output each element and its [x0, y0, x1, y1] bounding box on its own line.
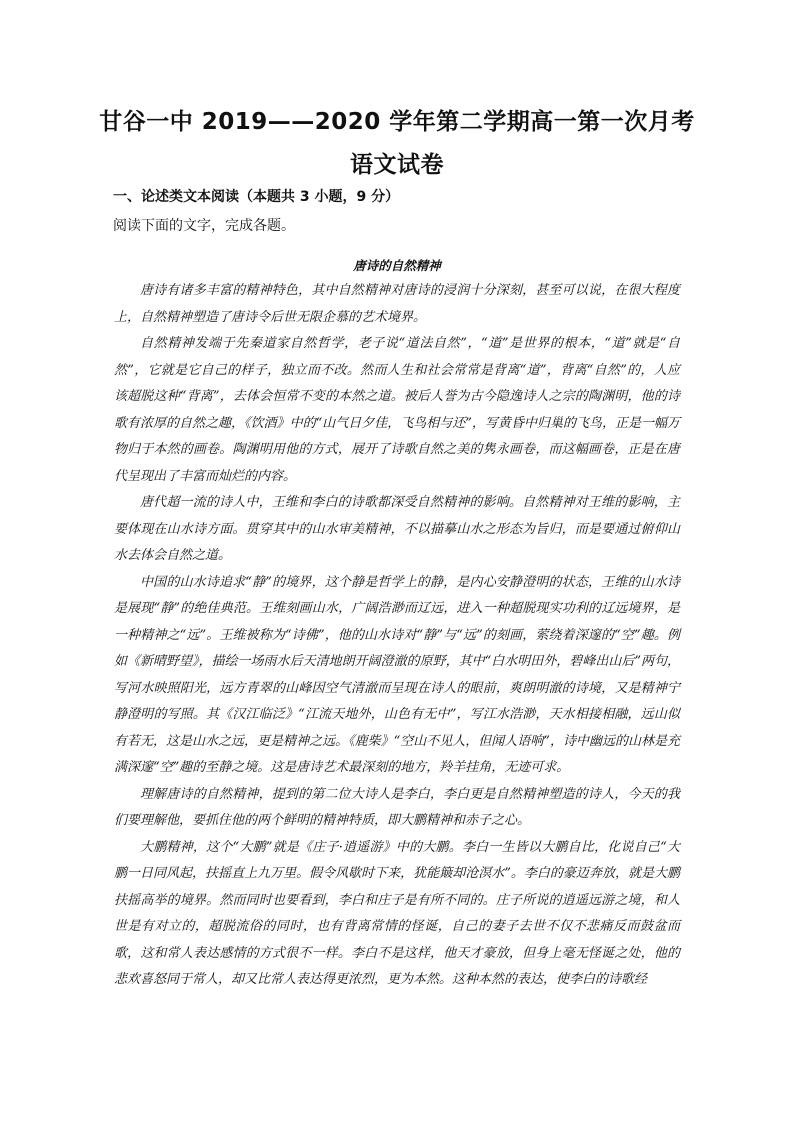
section-instruction: 阅读下面的文字，完成各题。 [113, 218, 295, 234]
article-body [114, 278, 680, 994]
article-paragraph-6: 大鹏精神，这个“大鹏”就是《庄子·逍遥游》中的大鹏。李白一生皆以大鹏自比，化说自己“大鹏一日同风起，扶摇直上九万里。假令风歇时下来，犹能簸却沧溟水”。李白的豪迈奔放，就是大鹏扶摇高举的境界。然而同时也要看到，李白和庄子是有所不同的。庄子所说的逍遥远游之境，和人世是有对立的，超脱流俗的同时，也有背离常情的怪诞，自己的妻子去世不仅不悲痛反而鼓盆而歌，这和常人表达感情的方式很不一样。李白不是这样，他天才豪放，但身上毫无怪诞之处，他的悲欢喜怒同于常人，却又比常人表达得更浓烈，更为本然。这种本然的表达，使李白的诗歌经 [114, 839, 680, 987]
article-paragraph-4: 中国的山水诗追求“静”的境界，这个静是哲学上的静，是内心安静澄明的状态，王维的山水诗是展现“静”的绝佳典范。王维刻画山水，广阔浩渺而辽远，进入一种超脱现实功利的辽远境界，是一种精神之“远”。王维被称为“诗佛”，他的山水诗对“静”与“远”的刻画，萦绕着深邃的“空”趣。例如《新晴野望》，描绘一场雨水后天清地朗开阔澄澈的原野，其中“白水明田外，碧峰出山后”两句，写河水映照阳光，远方青翠的山峰因空气清澈而呈现在诗人的眼前，爽朗明澈的诗境，又是精神宁静澄明的写照。其《汉江临泛》“江流天地外，山色有无中”，写江水浩渺，天水相接相融，远山似有若无，这是山水之远，更是精神之远。《鹿柴》“空山不见人，但闻人语响”，诗中幽远的山林是充满深邃“空”趣的至静之境。这是唐诗艺术最深刻的地方，羚羊挂角，无迹可求。 [114, 574, 680, 775]
article-paragraph-5: 理解唐诗的自然精神，提到的第二位大诗人是李白，李白更是自然精神塑造的诗人，今天的我们要理解他，要抓住他的两个鲜明的精神特质，即大鹏精神和赤子之心。 [114, 786, 680, 828]
article-paragraph-2: 自然精神发端于先秦道家自然哲学，老子说“道法自然”，“道”是世界的根本，“道”就是“自然”，它就是它自己的样子，独立而不改。然而人生和社会常常是背离“道”，背离“自然”的，人应该超脱这种“背离”，去体会恒常不变的本然之道。被后人誉为古今隐逸诗人之宗的陶渊明，他的诗歌有浓厚的自然之趣，《饮酒》中的“山气日夕佳，飞鸟相与还”，写黄昏中归巢的飞鸟，正是一幅万物归于本然的画卷。陶渊明用他的方式，展开了诗歌自然之美的隽永画卷，而这幅画卷，正是在唐代呈现出了丰富而灿烂的内容。 [114, 336, 680, 484]
exam-subtitle: 语文试卷 [350, 152, 444, 178]
exam-title: 甘谷一中 2019——2020 学年第二学期高一第一次月考 [99, 109, 695, 135]
article-paragraph-3: 唐代超一流的诗人中，王维和李白的诗歌都深受自然精神的影响。自然精神对王维的影响，主要体现在山水诗方面。贯穿其中的山水审美精神，不以描摹山水之形态为旨归，而是要通过俯仰山水去体会自然之道。 [114, 495, 680, 563]
section-heading: 一、论述类文本阅读（本题共 3 小题，9 分） [113, 189, 400, 205]
article-paragraph-1: 唐诗有诸多丰富的精神特色，其中自然精神对唐诗的浸润十分深刻，甚至可以说，在很大程度上，自然精神塑造了唐诗令后世无限企慕的艺术境界。 [114, 283, 680, 325]
article-title: 唐诗的自然精神 [353, 258, 441, 273]
